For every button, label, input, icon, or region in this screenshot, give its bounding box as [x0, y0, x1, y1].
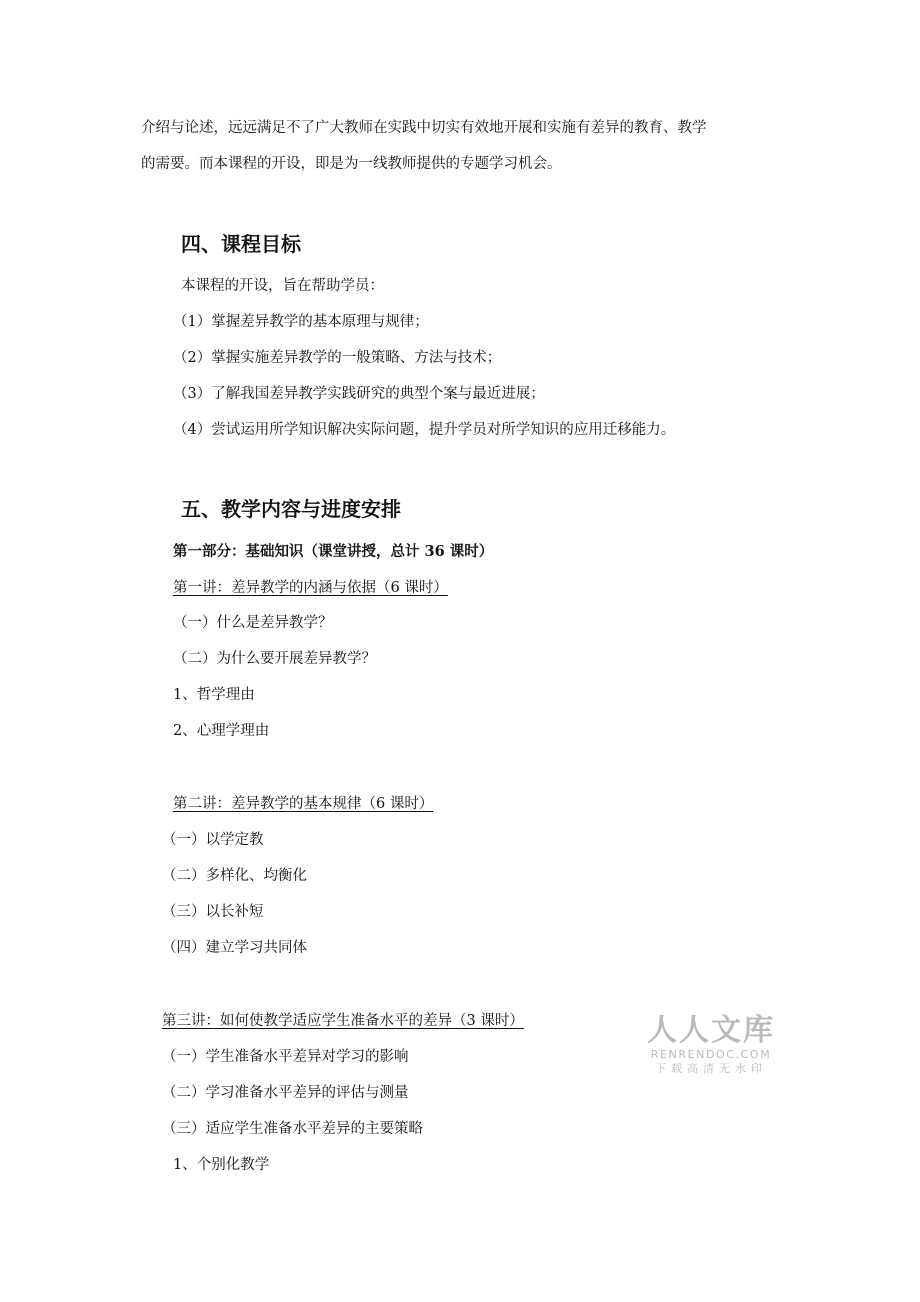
part-1-title: 第一部分：基础知识（课堂讲授，总计 36 课时）	[173, 543, 494, 560]
lecture-1-item-2: （二）为什么要开展差异教学？	[173, 651, 376, 667]
watermark-domain: RENRENDOC.COM	[650, 1048, 772, 1061]
lecture-2-item-1: （一）以学定教	[162, 832, 264, 848]
objective-item-4: （4）尝试运用所学知识解决实际问题，提升学员对所学知识的应用迁移能力。	[173, 422, 676, 438]
lecture-1-item-4: 2、心理学理由	[173, 723, 270, 739]
lecture-1-title: 第一讲：差异教学的内涵与依据（6 课时）	[173, 580, 448, 596]
lecture-3-item-1: （一）学生准备水平差异对学习的影响	[162, 1049, 409, 1065]
lecture-3-item-3: （三）适应学生准备水平差异的主要策略	[162, 1121, 423, 1137]
lecture-3-item-4: 1、个别化教学	[173, 1157, 270, 1173]
lecture-2-item-4: （四）建立学习共同体	[162, 940, 307, 956]
section-5-heading: 五、教学内容与进度安排	[181, 497, 401, 521]
objective-item-2: （2）掌握实施差异教学的一般策略、方法与技术；	[173, 350, 502, 366]
section-4-lead: 本课程的开设，旨在帮助学员：	[181, 278, 384, 294]
lecture-3-item-2: （二）学习准备水平差异的评估与测量	[162, 1085, 409, 1101]
lecture-2-title: 第二讲：差异教学的基本规律（6 课时）	[173, 796, 434, 812]
lecture-1-item-1: （一）什么是差异教学？	[173, 615, 333, 631]
watermark-brand: 人人文库	[647, 1013, 775, 1048]
objective-item-3: （3）了解我国差异教学实践研究的典型个案与最近进展；	[173, 386, 545, 402]
section-4-heading: 四、课程目标	[181, 232, 301, 256]
lecture-3-title: 第三讲：如何使教学适应学生准备水平的差异（3 课时）	[162, 1013, 524, 1029]
lecture-2-item-2: （二）多样化、均衡化	[162, 868, 307, 884]
watermark-slogan: 下载高清无水印	[655, 1062, 767, 1075]
lecture-2-item-3: （三）以长补短	[162, 904, 264, 920]
watermark-logo	[646, 1014, 776, 1076]
lecture-1-item-3: 1、哲学理由	[173, 687, 255, 703]
intro-line-1: 介绍与论述，远远满足不了广大教师在实践中切实有效地开展和实施有差异的教育、教学	[141, 120, 707, 136]
objective-item-1: （1）掌握差异教学的基本原理与规律；	[173, 314, 429, 330]
intro-line-2: 的需要。而本课程的开设，即是为一线教师提供的专题学习机会。	[141, 156, 562, 172]
